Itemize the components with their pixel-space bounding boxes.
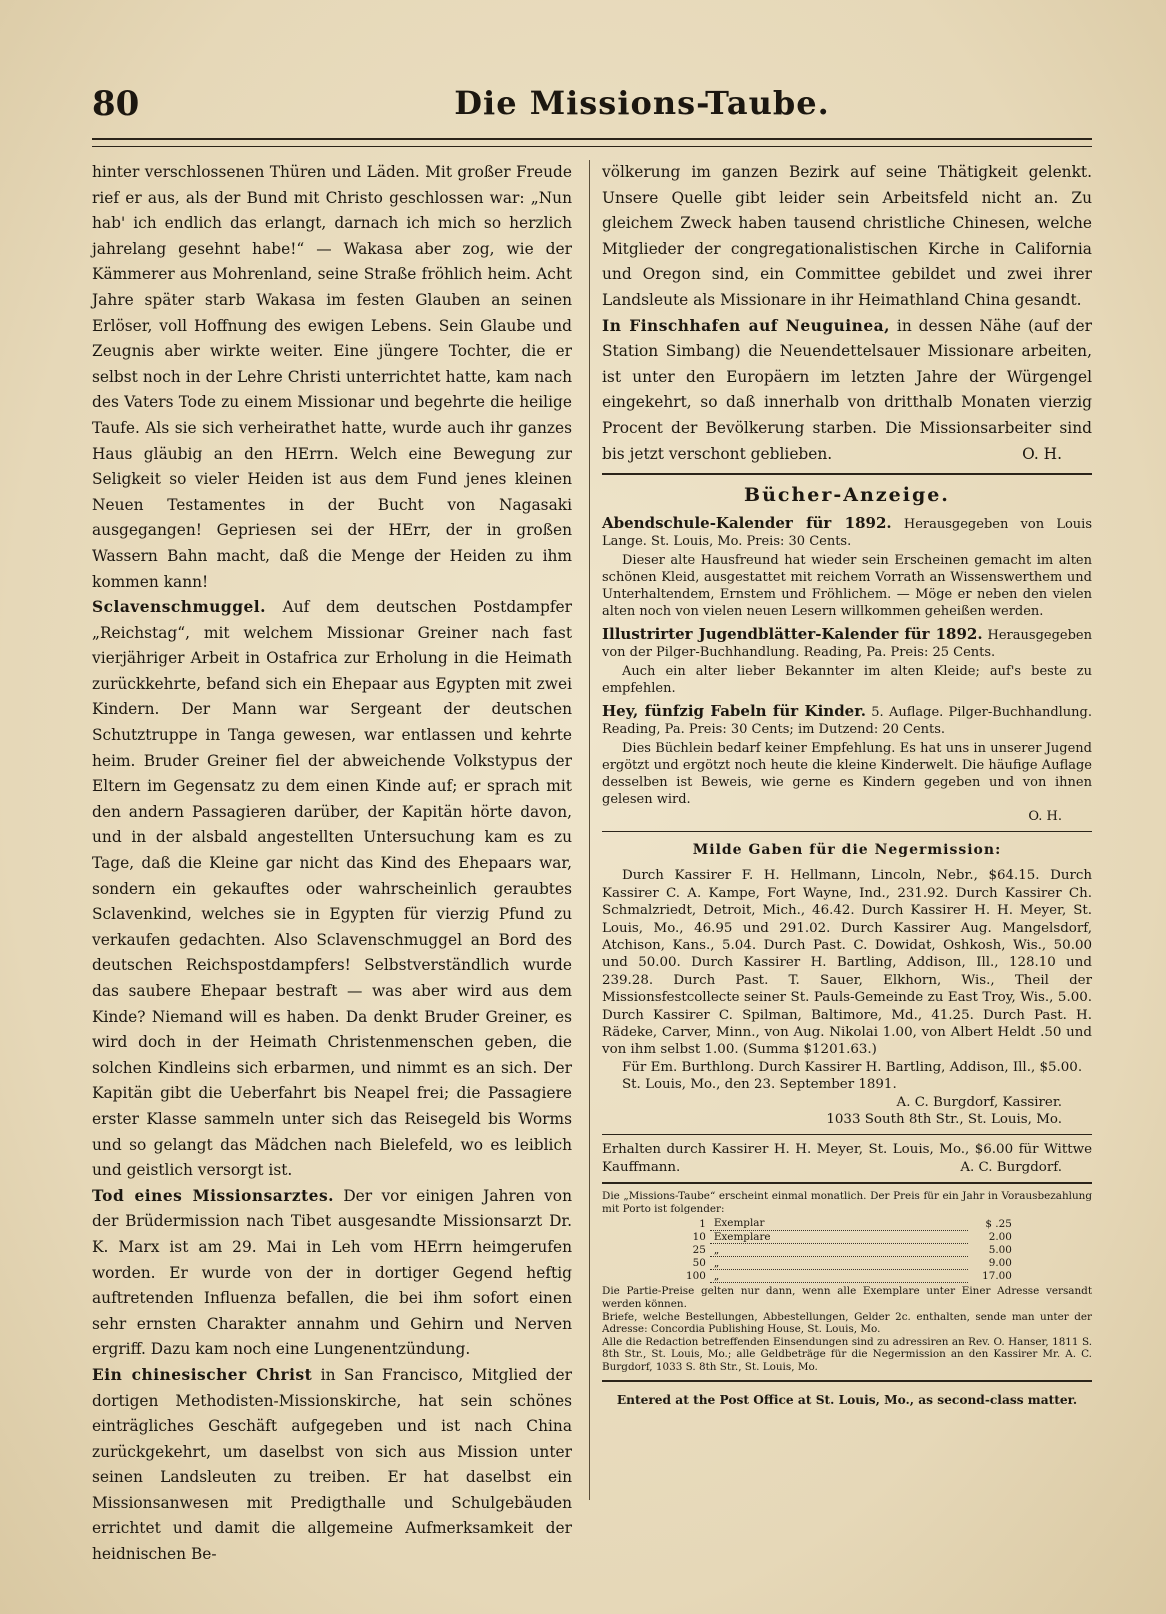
book-signature: O. H. bbox=[1028, 808, 1062, 824]
gifts-extra: Für Em. Burthlong. Durch Kassirer H. Bartling, Addison, Ill., $5.00. bbox=[622, 1059, 1083, 1075]
column-divider bbox=[589, 160, 590, 1500]
article-continuation: hinter verschlossenen Thüren und Läden. Mit großer Freude rief er aus, als der Bund mit Christo geschlossen war: „Nun hab' ich endlich das erlangt, darnach ich mich so herzlich jahrelang gesehnt habe!“ — Wakasa aber zog, wie der Kämmerer aus Mohrenland, seine Straße fröhlich heim. Acht Jahre später starb Wakasa im festen Glauben an seinen Erlöser, voll Hoffnung des ewigen Lebens. Sein Glaube und Zeugnis aber wirkte weiter. Eine jüngere Tochter, die er selbst noch in der Lehre Christi unterrichtet hatte, kam nach des Vaters Tode zu einem Missionar und begehrte die heilige Taufe. Als sie sich verheirathet hatte, wurde auch ihr ganzes Haus gläubig an den HErrn. Welch eine Bewegung zur Seligkeit so vieler Heiden ist aus dem Fund jenes kleinen Neuen Testamentes in der Bucht von Nagasaki ausgegangen! Gepriesen sei der HErr, der in großen Wassern Bahn macht, daß die Menge der Heiden zu ihm kommen kann! bbox=[92, 163, 572, 591]
subscription-intro: Die „Missions-Taube“ erscheint einmal monatlich. Der Preis für ein Jahr in Vorausbezahlung mit Porto ist folgender: bbox=[602, 1190, 1092, 1215]
book-title: Hey, fünfzig Fabeln für Kinder. bbox=[602, 701, 866, 720]
price-value: 2.00 bbox=[988, 1230, 1012, 1243]
price-qty: 10 bbox=[692, 1230, 706, 1243]
price-row bbox=[682, 1230, 1016, 1243]
price-label: „ bbox=[710, 1243, 968, 1256]
section-rule bbox=[602, 1182, 1092, 1184]
price-row bbox=[682, 1270, 1016, 1283]
price-qty: 1 bbox=[699, 1217, 706, 1230]
price-label: Exemplare bbox=[710, 1230, 968, 1243]
article-heading: Sclavenschmuggel. bbox=[92, 598, 266, 617]
price-value: $ .25 bbox=[985, 1217, 1012, 1230]
article-signature: O. H. bbox=[1022, 444, 1062, 463]
section-rule bbox=[602, 1134, 1092, 1135]
page-number: 80 bbox=[92, 84, 140, 124]
article-sclavenschmuggel bbox=[92, 595, 572, 1184]
article-continuation-right: völkerung im ganzen Bezirk auf seine Thätigkeit gelenkt. Unsere Quelle gibt leider sein Arbeitsfeld nicht an. Zu gleichem Zweck haben tausend christliche Chinesen, welche Mitglieder der congregationalistischen Kirche in California und Oregon sind, ein Committee gebildet und zwei ihrer Landsleute als Missionare in ihr Heimathland China gesandt. bbox=[602, 163, 1092, 309]
book-entry bbox=[602, 515, 1092, 620]
article-body: in dessen Nähe (auf der Station Simbang) die Neuendettelsauer Missionare arbeiten, ist unter den Europäern im letzten Jahre der Würgengel eingekehrt, so daß innerhalb von dritthalb Monaten vierzig Procent der Bevölkerung starben. Die Missionsarbeiter sind bis jetzt verschont geblieben. bbox=[602, 316, 1092, 463]
header-rule bbox=[92, 138, 1092, 147]
price-qty: 50 bbox=[692, 1257, 706, 1270]
book-title: Illustrirter Jugendblätter-Kalender für 1892. bbox=[602, 624, 983, 643]
left-column bbox=[92, 160, 572, 1568]
article-body: in San Francisco, Mitglied der dortigen Methodisten-Missionskirche, hat sein schönes einträgliches Geschäft aufgegeben und ist nach China zurückgekehrt, um daselbst von sich aus Mission unter seinen Landsleuten zu treiben. Er hat daselbst ein Missionsanwesen mit Predigthalle und Schulgebäuden errichtet und damit die allgemeine Aufmerksamkeit der heidnischen Be- bbox=[92, 1365, 572, 1564]
subscription-note: Die Partie-Preise gelten nur dann, wenn alle Exemplare unter Einer Adresse versandt werden können. bbox=[602, 1285, 1092, 1311]
article-body: Auf dem deutschen Postdampfer „Reichstag“, mit welchem Missionar Greiner nach fast vierjähriger Arbeit in Ostafrica zur Erholung in die Heimath zurückkehrte, befand sich ein Ehepaar aus Egypten mit zwei Kindern. Der Mann war Sergeant der deutschen Schutztruppe in Tanga gewesen, war entlassen und kehrte heim. Bruder Greiner fiel der abweichende Volkstypus der Eltern im Gegensatz zu dem einen Kinde auf; er sprach mit den andern Passagieren darüber, der Kapitän hörte davon, und in der alsbald angestellten Untersuchung kam es zu Tage, daß die Kleine gar nicht das Kind des Ehepaars war, sondern ein gekauftes oder wahrscheinlich geraubtes Sclavenkind, welches sie in Egypten für vierzig Pfund zu verkaufen gedachten. Also Sclavenschmuggel an Bord des deutschen Reichspostdampfers! Selbstverständlich wurde das saubere Ehepaar bestraft — was aber wird aus dem Kinde? Niemand will es haben. Da denkt Bruder Greiner, es wird doch in der Heimath Christenmenschen geben, die solchen Kindleins sich erbarmen, und nimmt es an sich. Der Kapitän gibt die Ueberfahrt bis Neapel frei; die Passagiere erster Klasse sammeln unter sich das Reisegeld bis Worms und so gelangt das Mädchen nach Bielefeld, wo es leiblich und geistlich versorgt ist. bbox=[92, 598, 572, 1180]
book-info: 5. Auflage. Pilger-Buchhandlung. Reading, Pa. Preis: 30 Cents; im Dutzend: 20 Cents. bbox=[602, 704, 1092, 737]
subscription-box bbox=[602, 1190, 1092, 1373]
subscription-note: Briefe, welche Bestellungen, Abbestellungen, Gelder 2c. enthalten, sende man unter der Adresse: Concordia Publishing House, St. Louis, Mo. bbox=[602, 1310, 1092, 1336]
article-chinese-christ bbox=[92, 1363, 572, 1568]
book-description: Dieser alte Hausfreund hat wieder sein Erscheinen gemacht im alten schönen Kleid, ausgestattet mit reichem Vorrath an Wissenswerthem und Unterhaltendem, Ernstem und Fröhlichem. — Möge er neben den vielen alten noch von vielen neuen Lesern willkommen geheißen werden. bbox=[602, 552, 1092, 619]
right-column bbox=[602, 160, 1092, 1413]
article-neuguinea bbox=[602, 314, 1092, 468]
journal-title: Die Missions-Taube. bbox=[454, 84, 830, 122]
price-table bbox=[682, 1217, 1016, 1283]
treasurer-address: 1033 South 8th Str., St. Louis, Mo. bbox=[826, 1112, 1062, 1127]
price-row bbox=[682, 1257, 1016, 1270]
article-heading: Ein chinesischer Christ bbox=[92, 1365, 313, 1384]
price-label: „ bbox=[710, 1257, 968, 1270]
books-section-title: Bücher-Anzeige. bbox=[744, 484, 950, 507]
article-heading: Tod eines Missionsarztes. bbox=[92, 1186, 334, 1205]
price-row bbox=[682, 1243, 1016, 1256]
book-info: Herausgegeben von Louis Lange. St. Louis, Mo. Preis: 30 Cents. bbox=[602, 516, 1092, 549]
section-rule bbox=[602, 1380, 1092, 1382]
book-description: Dies Büchlein bedarf keiner Empfehlung. Es hat uns in unserer Jugend ergötzt und ergötzt noch heute die kleine Kinderwelt. Die häufige Auflage desselben ist Beweis, wie gerne es Kindern gegeben und von ihnen gelesen wird. bbox=[602, 740, 1092, 807]
book-title: Abendschule-Kalender für 1892. bbox=[602, 513, 892, 532]
gifts-list: Durch Kassirer F. H. Hellmann, Lincoln, Nebr., $64.15. Durch Kassirer C. A. Kampe, Fort Wayne, Ind., 231.92. Durch Kassirer Ch. Schmalzriedt, Detroit, Mich., 46.42. Durch Kassirer H. H. Meyer, St. Louis, Mo., 46.95 und 291.02. Durch Kassirer Aug. Mangelsdorf, Atchison, Kans., 5.04. Durch Past. C. Dowidat, Oshkosh, Wis., 50.00 und 50.00. Durch Kassirer H. Bartling, Addison, Ill., 128.10 und 239.28. Durch Past. T. Sauer, Elkhorn, Wis., Theil der Missionsfestcollecte seiner St. Pauls-Gemeinde zu East Troy, Wis., 5.00. Durch Kassirer C. Spilman, Baltimore, Md., 41.25. Durch Past. H. Rädeke, Carver, Minn., von Aug. Nikolai 1.00, von Albert Heldt .50 und von ihm selbst 1.00. (Summa $1201.63.) bbox=[602, 868, 1092, 1058]
price-label: „ bbox=[710, 1270, 968, 1283]
article-heading: In Finschhafen auf Neuguinea, bbox=[602, 316, 890, 335]
book-description: Auch ein alter lieber Bekannter im alten Kleide; auf's beste zu empfehlen. bbox=[602, 663, 1092, 696]
page-header bbox=[92, 84, 1092, 134]
section-rule bbox=[602, 473, 1092, 475]
postal-notice: Entered at the Post Office at St. Louis, Mo., as second-class matter. bbox=[616, 1392, 1078, 1407]
gifts-section-title: Milde Gaben für die Negermission: bbox=[692, 841, 1002, 858]
price-label: Exemplar bbox=[710, 1217, 968, 1230]
subscription-note: Alle die Redaction betreffenden Einsendungen sind zu adressiren an Rev. O. Hanser, 1811 S. 8th Str., St. Louis, Mo.; alle Geldbeträge für die Negermission an den Kassirer Mr. A. C. Burgdorf, 1033 S. 8th Str., St. Louis, Mo. bbox=[602, 1335, 1092, 1373]
treasurer-name: A. C. Burgdorf, Kassirer. bbox=[896, 1094, 1062, 1110]
price-row bbox=[682, 1217, 1016, 1230]
price-value: 17.00 bbox=[982, 1270, 1012, 1283]
price-value: 9.00 bbox=[988, 1257, 1012, 1270]
date-line: St. Louis, Mo., den 23. September 1891. bbox=[622, 1077, 897, 1093]
book-entry bbox=[602, 703, 1092, 825]
price-qty: 100 bbox=[686, 1270, 706, 1283]
article-body: Der vor einigen Jahren von der Brüdermission nach Tibet ausgesandte Missionsarzt Dr. K. Marx ist am 29. Mai in Leh vom HErrn heimgerufen worden. Er wurde von der in dortiger Gegend heftig auftretenden Influenza befallen, die bei ihm sofort einen sehr ernsten Charakter annahm und Gehirn und Nerven ergriff. Dazu kam noch eine Lungenentzündung. bbox=[92, 1186, 572, 1359]
price-value: 5.00 bbox=[988, 1243, 1012, 1256]
article-missionsarzt bbox=[92, 1184, 572, 1363]
book-info: Herausgegeben von der Pilger-Buchhandlung. Reading, Pa. Preis: 25 Cents. bbox=[602, 627, 1092, 660]
received-note: Erhalten durch Kassirer H. H. Meyer, St. Louis, Mo., $6.00 für Wittwe Kauffmann. A. C. Burgdorf. bbox=[602, 1142, 1092, 1175]
price-qty: 25 bbox=[692, 1243, 706, 1256]
book-entry bbox=[602, 626, 1092, 697]
section-rule bbox=[602, 831, 1092, 832]
received-signature: A. C. Burgdorf. bbox=[960, 1159, 1062, 1175]
